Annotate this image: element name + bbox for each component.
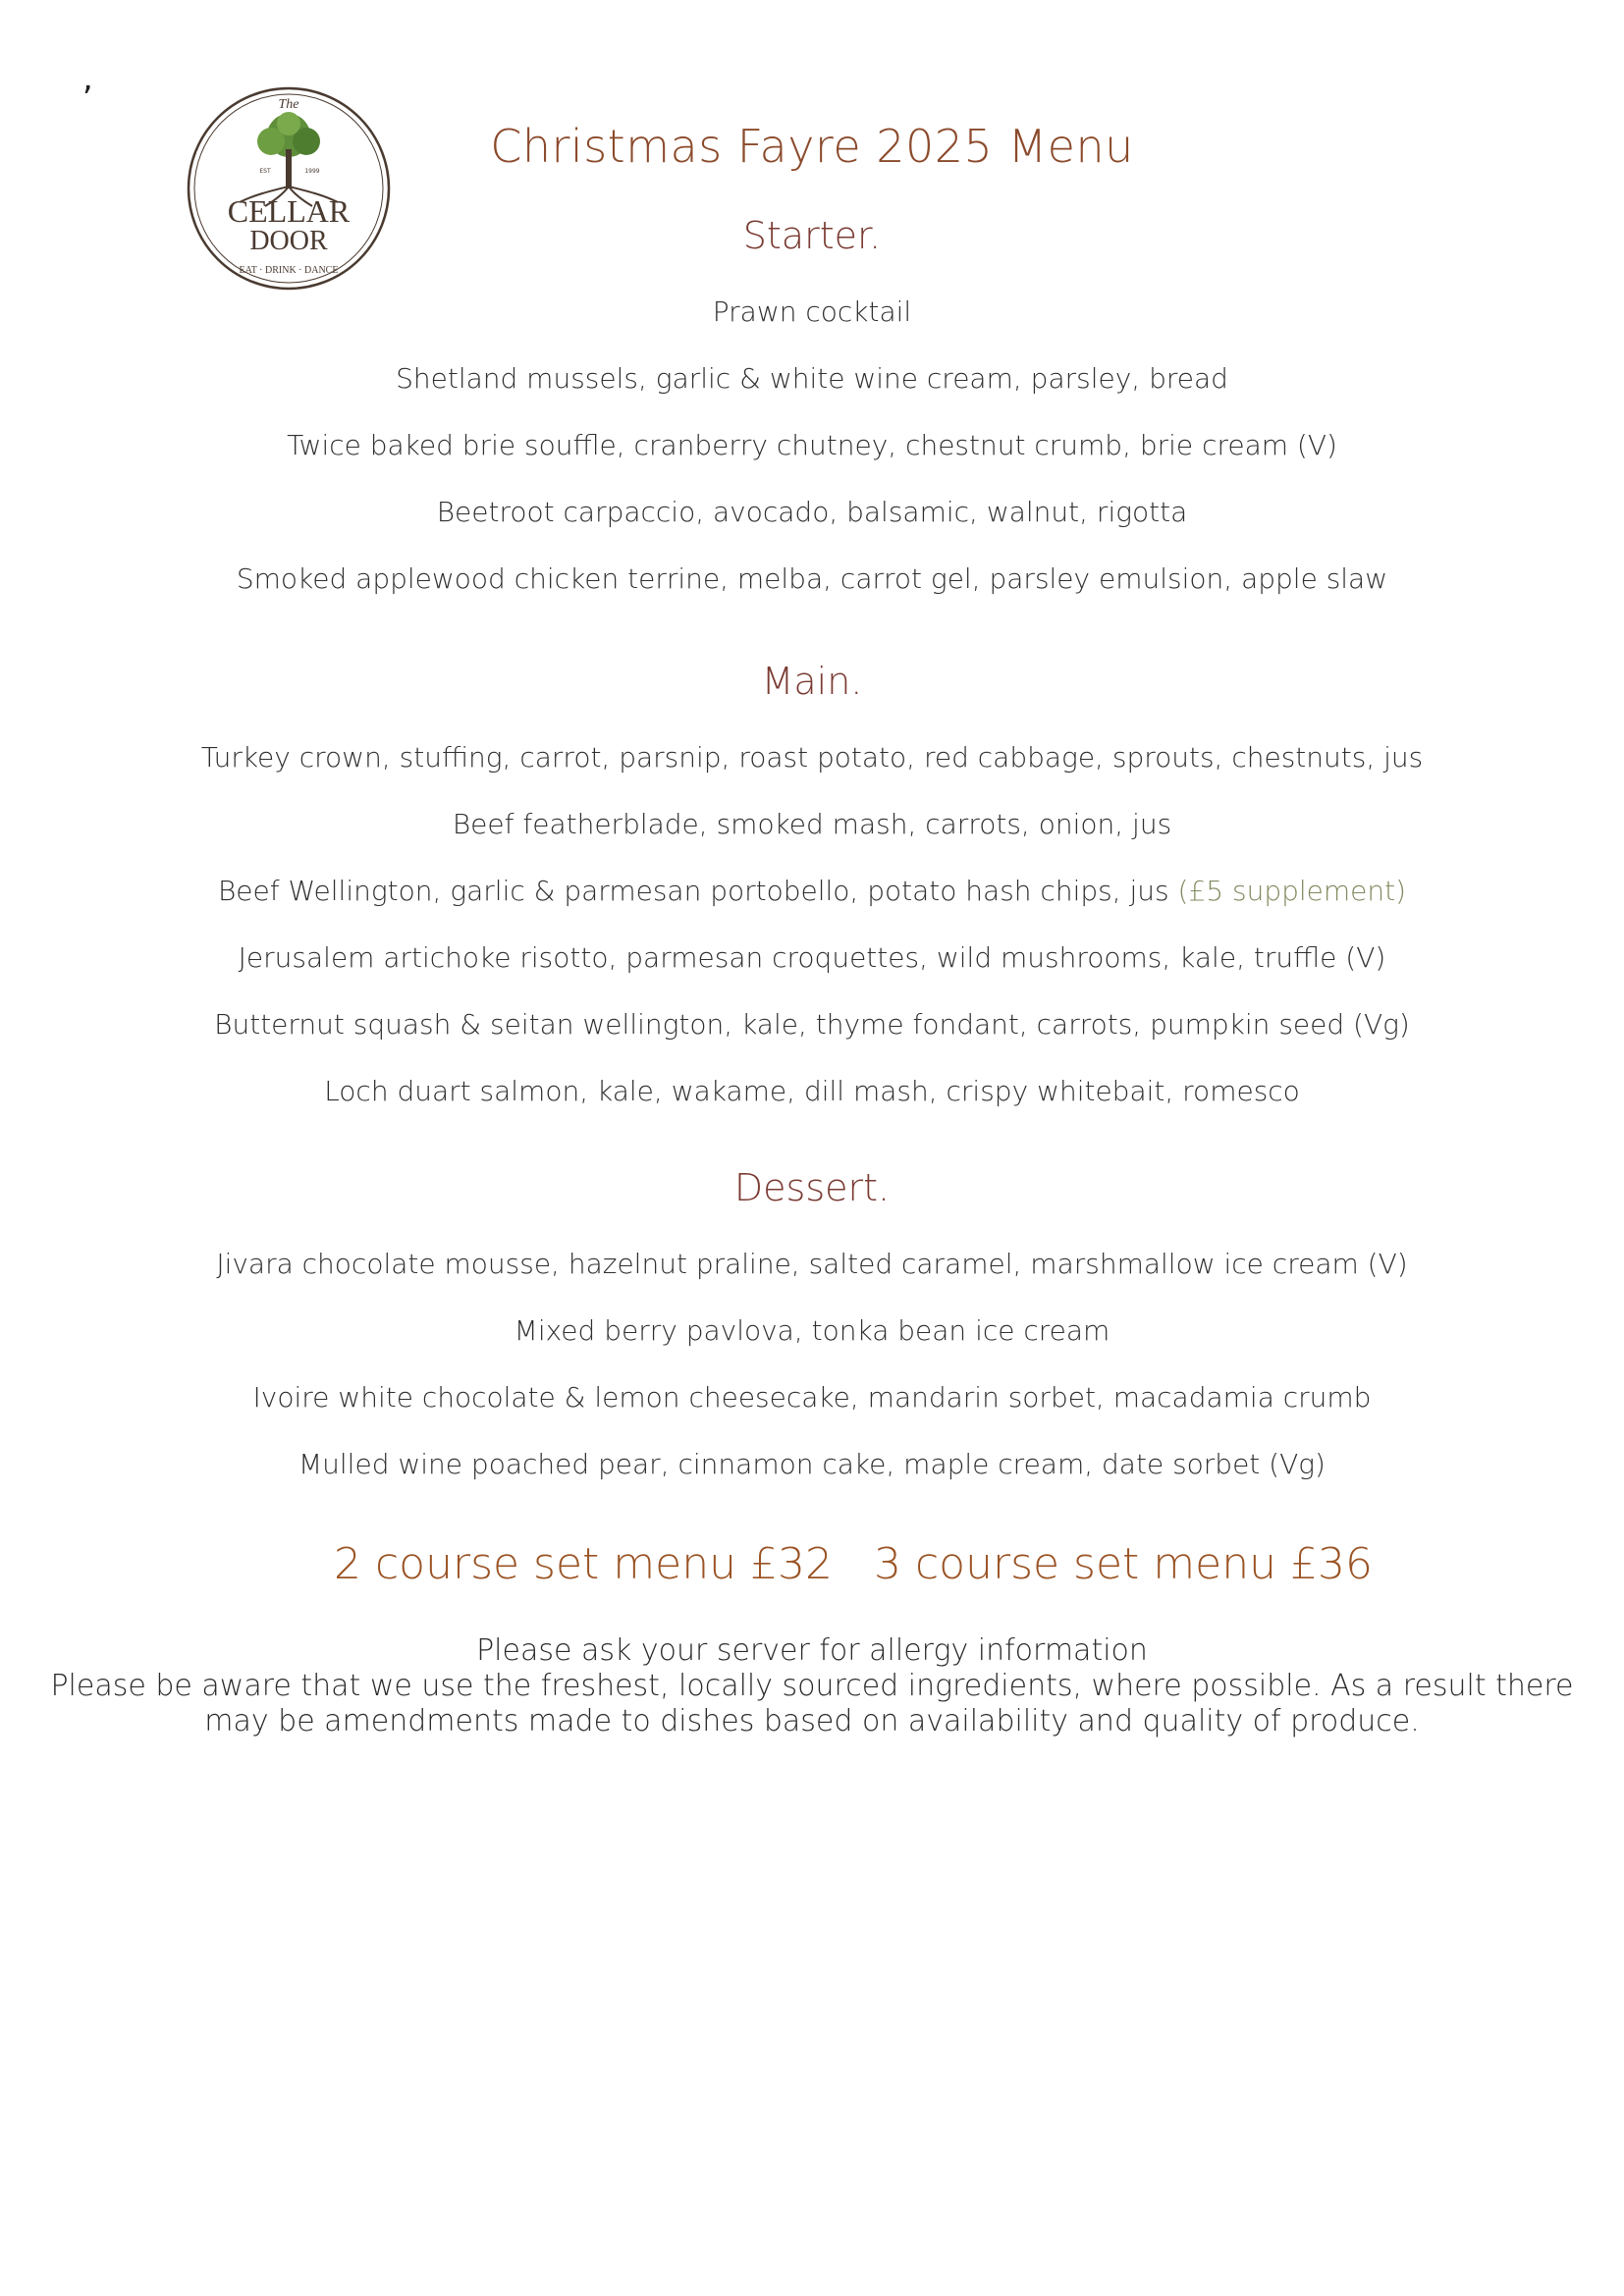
logo-est-left: EST [259, 168, 271, 175]
list-item: Jerusalem artichoke risotto, parmesan croquettes, wild mushrooms, kale, truffle (V) [238, 941, 1386, 974]
allergy-footer [0, 1633, 1624, 1739]
footer-line-sourcing: Please be aware that we use the freshest, locally sourced ingredients, where possible. As a result there [50, 1669, 1574, 1703]
starter-heading: Starter. [742, 214, 882, 257]
list-item: Mulled wine poached pear, cinnamon cake, maple cream, date sorbet (Vg) [298, 1448, 1326, 1480]
list-item: Prawn cocktail [712, 295, 912, 328]
footer-line-amendments: may be amendments made to dishes based on availability and quality of produce. [204, 1704, 1420, 1738]
three-course-price: 3 course set menu £36 [874, 1539, 1373, 1589]
logo-est-right: 1999 [304, 168, 320, 175]
logo-top-text: The [278, 97, 299, 112]
list-item: Butternut squash & seitan wellington, kale, thyme fondant, carrots, pumpkin seed (Vg) [214, 1008, 1410, 1041]
list-item: Twice baked brie souffle, cranberry chutney, chestnut crumb, brie cream (V) [287, 429, 1337, 461]
two-course-price: 2 course set menu £32 [334, 1539, 833, 1589]
list-item: Beef featherblade, smoked mash, carrots, onion, jus [452, 808, 1172, 840]
list-item: Shetland mussels, garlic & white wine cream, parsley, bread [396, 362, 1228, 395]
stray-comma-mark: , [82, 59, 93, 98]
cellar-door-logo [185, 84, 393, 293]
starter-list [0, 279, 1624, 613]
list-item: Smoked applewood chicken terrine, melba, carrot gel, parsley emulsion, apple slaw [236, 562, 1388, 595]
list-item: Jivara chocolate mousse, hazelnut praline, salted caramel, marshmallow ice cream (V) [216, 1248, 1408, 1280]
list-item-text: Beef Wellington, garlic & parmesan portobello, potato hash chips, jus [217, 875, 1169, 907]
logo-tagline: EAT · DRINK · DANCE [239, 265, 339, 276]
list-item [0, 858, 1624, 925]
list-item: Mixed berry pavlova, tonka bean ice cream [514, 1314, 1110, 1347]
dessert-list [0, 1231, 1624, 1498]
list-item: Turkey crown, stuffing, carrot, parsnip, roast potato, red cabbage, sprouts, chestnuts, jus [200, 741, 1424, 774]
dessert-heading: Dessert. [733, 1166, 891, 1209]
logo-name-line2: DOOR [249, 226, 328, 256]
main-heading: Main. [761, 660, 863, 703]
list-item: Ivoire white chocolate & lemon cheesecake, mandarin sorbet, macadamia crumb [252, 1381, 1372, 1414]
logo-name-line1: CELLAR [227, 193, 351, 229]
set-menu-prices [0, 1539, 1624, 1598]
footer-line-allergy: Please ask your server for allergy information [476, 1633, 1148, 1668]
supplement-note: (£5 supplement) [1177, 875, 1407, 907]
main-list [0, 724, 1624, 1125]
menu-title: Christmas Fayre 2025 Menu [490, 120, 1134, 173]
list-item: Loch duart salmon, kale, wakame, dill mash, crispy whitebait, romesco [324, 1075, 1300, 1107]
list-item: Beetroot carpaccio, avocado, balsamic, walnut, rigotta [436, 496, 1188, 528]
logo-graphic [185, 84, 393, 293]
